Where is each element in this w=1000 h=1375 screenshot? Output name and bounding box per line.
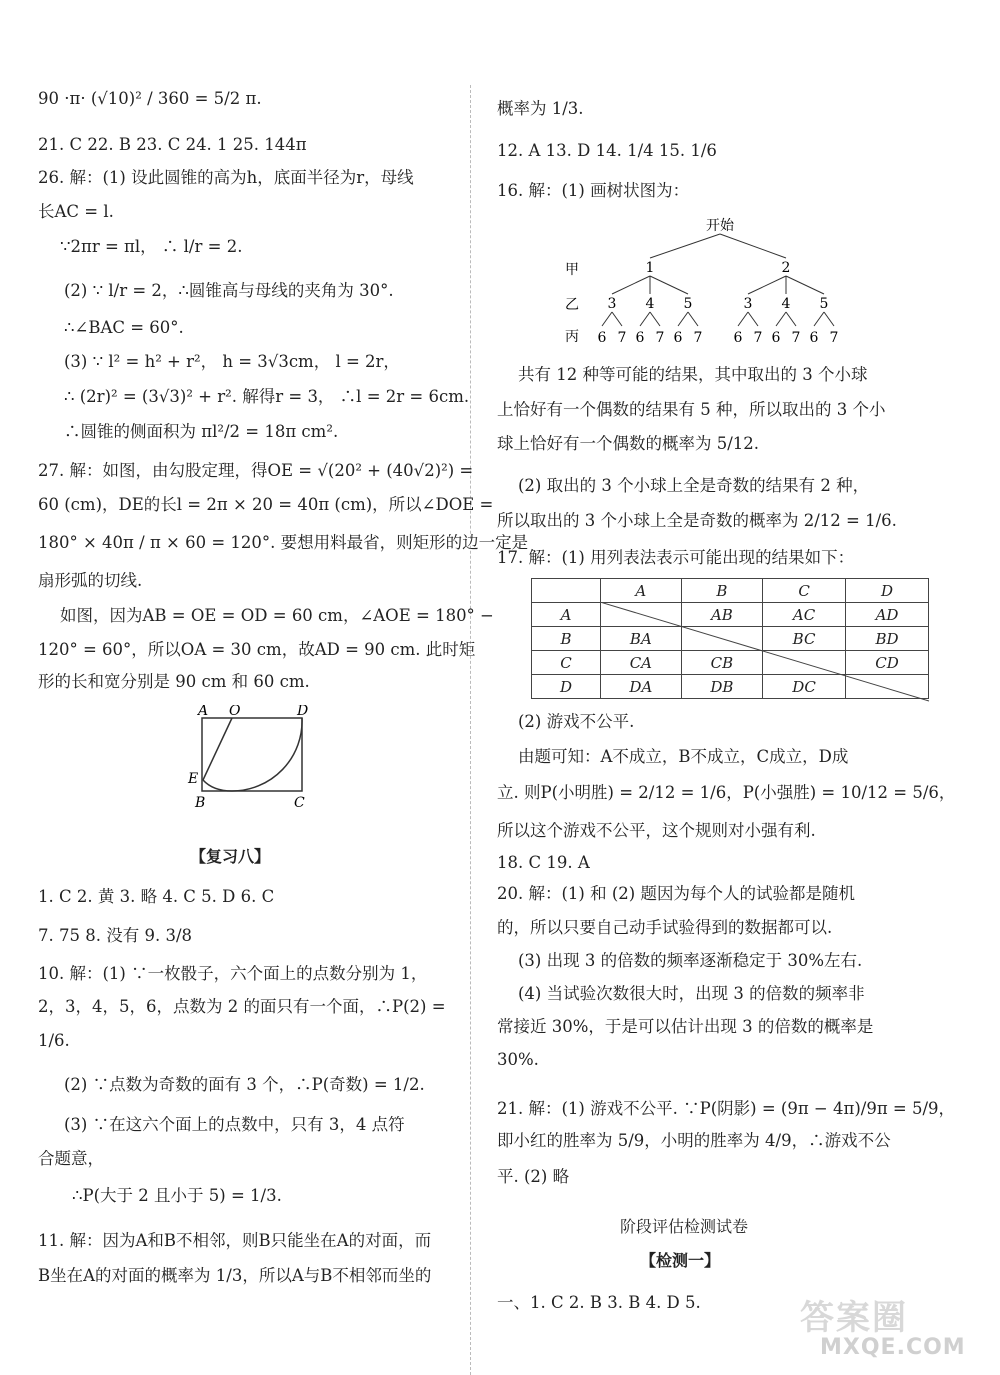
text-line: 21. 解：(1) 游戏不公平. ∵P(阴影) = (9π − 4π)/9π = 5/9， bbox=[497, 1099, 956, 1118]
tree-node-level2: 4 bbox=[781, 296, 791, 312]
tree-branch bbox=[650, 312, 660, 326]
table-cell: D bbox=[532, 675, 601, 699]
tree-branch bbox=[640, 312, 650, 326]
text-line: ∴圆锥的侧面积为 πl²/2 = 18π cm². bbox=[64, 422, 339, 441]
tree-branch bbox=[814, 312, 824, 326]
text-line: 平. (2) 略 bbox=[497, 1167, 570, 1186]
text-line: 1. C 2. 黄 3. 略 4. C 5. D 6. C bbox=[38, 887, 275, 906]
tree-row-label: 乙 bbox=[565, 297, 579, 313]
text-line: (3) ∵ l² = h² + r²， h = 3√3cm， l = 2r， bbox=[64, 352, 400, 371]
figure-label-a: A bbox=[198, 705, 209, 719]
table-cell: BA bbox=[601, 627, 682, 651]
table-cell: AD bbox=[846, 603, 929, 627]
table-cell: CD bbox=[846, 651, 929, 675]
table-cell: A bbox=[532, 603, 601, 627]
text-line: ∴∠BAC = 60°. bbox=[64, 318, 184, 337]
tree-node-level3: 6 bbox=[809, 330, 819, 346]
tree-node-level3: 7 bbox=[753, 330, 763, 346]
figure-label-o: O bbox=[229, 705, 241, 719]
text-line: 的，所以只要自己动手试验得到的数据都可以. bbox=[497, 918, 833, 937]
watermark-url: MXQE.COM bbox=[820, 1335, 966, 1360]
text-line: 18. C 19. A bbox=[497, 853, 590, 872]
text-line: 17. 解：(1) 用列表法表示可能出现的结果如下： bbox=[497, 548, 855, 567]
table-cell: C bbox=[763, 579, 846, 603]
tree-node-level3: 6 bbox=[733, 330, 743, 346]
table-cell: A bbox=[601, 579, 682, 603]
text-line: (3) 出现 3 的倍数的频率逐渐稳定于 30%左右. bbox=[518, 951, 863, 970]
tree-branch bbox=[602, 312, 612, 326]
tree-branch bbox=[612, 276, 650, 294]
section-subtitle: 【检测一】 bbox=[640, 1251, 721, 1270]
text-line: 26. 解：(1) 设此圆锥的高为h，底面半径为r，母线 bbox=[38, 168, 414, 187]
table-header-row bbox=[532, 579, 929, 603]
table-cell: DA bbox=[601, 675, 682, 699]
text-line: 10. 解：(1) ∵一枚骰子，六个面上的点数分别为 1， bbox=[38, 964, 428, 983]
text-line: 120° = 60°，所以OA = 30 cm，故AD = 90 cm. 此时矩 bbox=[38, 640, 476, 659]
text-line: ∴ (2r)² = (3√3)² + r². 解得r = 3， ∴l = 2r = 6cm. bbox=[64, 387, 470, 406]
table-cell: AB bbox=[681, 603, 762, 627]
table-cell: B bbox=[681, 579, 762, 603]
figure-label-d: D bbox=[297, 705, 309, 719]
tree-branch bbox=[650, 234, 720, 258]
table-cell: D bbox=[846, 579, 929, 603]
figure-label-e: E bbox=[188, 771, 199, 787]
text-line: 常接近 30%，于是可以估计出现 3 的倍数的概率是 bbox=[497, 1017, 874, 1036]
tree-node-level1: 2 bbox=[781, 260, 791, 276]
table-cell: BC bbox=[763, 627, 846, 651]
tree-node-level3: 6 bbox=[771, 330, 781, 346]
table-cell: CB bbox=[681, 651, 762, 675]
text-line: 27. 解：如图，由勾股定理，得OE = √(20² + (40√2)²) = bbox=[38, 461, 474, 480]
section-heading: 【复习八】 bbox=[190, 847, 271, 866]
tree-branch bbox=[748, 312, 758, 326]
text-line: 即小红的胜率为 5/9，小明的胜率为 4/9，∴游戏不公 bbox=[497, 1131, 891, 1150]
text-line: 20. 解：(1) 和 (2) 题因为每个人的试验都是随机 bbox=[497, 884, 855, 903]
text-line: 180° × 40π / π × 60 = 120°. 要想用料最省，则矩形的边一定是 bbox=[38, 533, 529, 552]
text-line: 球上恰好有一个偶数的概率为 5/12. bbox=[497, 434, 760, 453]
text-line: 所以这个游戏不公平，这个规则对小强有利. bbox=[497, 821, 816, 840]
section-title: 阶段评估检测试卷 bbox=[620, 1217, 749, 1236]
table-diagonal bbox=[600, 602, 930, 702]
text-line: 60 (cm)，DE的长l = 2π × 20 = 40π (cm)，所以∠DOE = bbox=[38, 495, 494, 514]
text-line: 立. 则P(小明胜) = 2/12 = 1/6，P(小强胜) = 10/12 = 5/6， bbox=[497, 783, 956, 802]
tree-diagram bbox=[560, 214, 860, 349]
text-line: 由题可知：A不成立，B不成立，C成立，D成 bbox=[518, 747, 849, 766]
tree-node-level3: 6 bbox=[597, 330, 607, 346]
text-line: 1/6. bbox=[38, 1031, 70, 1050]
tree-node-level1: 1 bbox=[645, 260, 655, 276]
figure-label-c: C bbox=[294, 795, 305, 811]
table-cell: CA bbox=[601, 651, 682, 675]
table-cell: C bbox=[532, 651, 601, 675]
text-line: B坐在A的对面的概率为 1/3，所以A与B不相邻而坐的 bbox=[38, 1266, 432, 1285]
figure-label-b: B bbox=[195, 795, 206, 811]
tree-branch bbox=[776, 312, 786, 326]
table-cell: DC bbox=[763, 675, 846, 699]
table-cell: B bbox=[532, 627, 601, 651]
text-line: ∴P(大于 2 且小于 5) = 1/3. bbox=[72, 1186, 282, 1205]
tree-branch bbox=[786, 312, 796, 326]
tree-node-level2: 5 bbox=[819, 296, 829, 312]
text-line: 11. 解：因为A和B不相邻，则B只能坐在A的对面，而 bbox=[38, 1231, 432, 1250]
text-line: 一、1. C 2. B 3. B 4. D 5. bbox=[497, 1293, 701, 1312]
table-cell bbox=[532, 579, 601, 603]
text-line: 2，3，4，5，6，点数为 2 的面只有一个面，∴P(2) = bbox=[38, 997, 446, 1016]
table-cell: BD bbox=[846, 627, 929, 651]
tree-branch bbox=[748, 276, 786, 294]
text-line: 90 ·π· (√10)² / 360 = 5/2 π. bbox=[38, 89, 262, 108]
text-line: 上恰好有一个偶数的结果有 5 种，所以取出的 3 个小 bbox=[497, 400, 886, 419]
text-line: 合题意， bbox=[38, 1149, 104, 1168]
tree-node-level2: 5 bbox=[683, 296, 693, 312]
text-line: (2) ∵点数为奇数的面有 3 个，∴P(奇数) = 1/2. bbox=[64, 1075, 425, 1094]
table-cell: DB bbox=[681, 675, 762, 699]
text-line: (4) 当试验次数很大时，出现 3 的倍数的频率非 bbox=[518, 984, 865, 1003]
tree-branch bbox=[650, 276, 688, 294]
text-line: 30%. bbox=[497, 1050, 539, 1069]
tree-node-level3: 7 bbox=[655, 330, 665, 346]
tree-node-level3: 7 bbox=[693, 330, 703, 346]
tree-branch bbox=[738, 312, 748, 326]
tree-branch bbox=[612, 312, 622, 326]
text-line: (3) ∵在这六个面上的点数中，只有 3，4 点符 bbox=[64, 1115, 405, 1134]
text-line: (2) 取出的 3 个小球上全是奇数的结果有 2 种， bbox=[518, 476, 870, 495]
watermark-logo: 答案圈 bbox=[800, 1298, 908, 1338]
text-line: 所以取出的 3 个小球上全是奇数的概率为 2/12 = 1/6. bbox=[497, 511, 897, 530]
text-line: 如图，因为AB = OE = OD = 60 cm，∠AOE = 180° − bbox=[60, 606, 494, 625]
tree-branch bbox=[678, 312, 688, 326]
tree-branch bbox=[720, 234, 786, 258]
text-line: 共有 12 种等可能的结果，其中取出的 3 个小球 bbox=[518, 365, 868, 384]
tree-branch bbox=[688, 312, 698, 326]
tree-node-level2: 4 bbox=[645, 296, 655, 312]
tree-node-level3: 7 bbox=[791, 330, 801, 346]
text-line: 长AC = l. bbox=[38, 202, 114, 221]
tree-node-level2: 3 bbox=[607, 296, 617, 312]
text-line: (2) ∵ l/r = 2，∴圆锥高与母线的夹角为 30°. bbox=[64, 281, 394, 300]
tree-branch bbox=[786, 276, 824, 294]
geometry-figure bbox=[185, 705, 315, 815]
tree-root-label: 开始 bbox=[706, 218, 734, 234]
text-line: 形的长和宽分别是 90 cm 和 60 cm. bbox=[38, 672, 310, 691]
tree-node-level3: 6 bbox=[673, 330, 683, 346]
tree-branch bbox=[824, 312, 834, 326]
tree-node-level3: 7 bbox=[617, 330, 627, 346]
tree-row-label: 丙 bbox=[565, 329, 579, 345]
column-divider bbox=[470, 85, 471, 1375]
text-line: 16. 解：(1) 画树状图为： bbox=[497, 181, 690, 200]
text-line: 21. C 22. B 23. C 24. 1 25. 144π bbox=[38, 135, 307, 154]
text-line: ∵2πr = πl， ∴ l/r = 2. bbox=[60, 237, 243, 256]
text-line: (2) 游戏不公平. bbox=[518, 712, 635, 731]
text-line: 概率为 1/3. bbox=[497, 99, 584, 118]
tree-row-label: 甲 bbox=[565, 262, 579, 278]
table-cell: AC bbox=[763, 603, 846, 627]
tree-node-level2: 3 bbox=[743, 296, 753, 312]
tree-node-level3: 6 bbox=[635, 330, 645, 346]
text-line: 12. A 13. D 14. 1/4 15. 1/6 bbox=[497, 141, 717, 160]
tree-node-level3: 7 bbox=[829, 330, 839, 346]
text-line: 扇形弧的切线. bbox=[38, 571, 143, 590]
text-line: 7. 75 8. 没有 9. 3/8 bbox=[38, 926, 193, 945]
